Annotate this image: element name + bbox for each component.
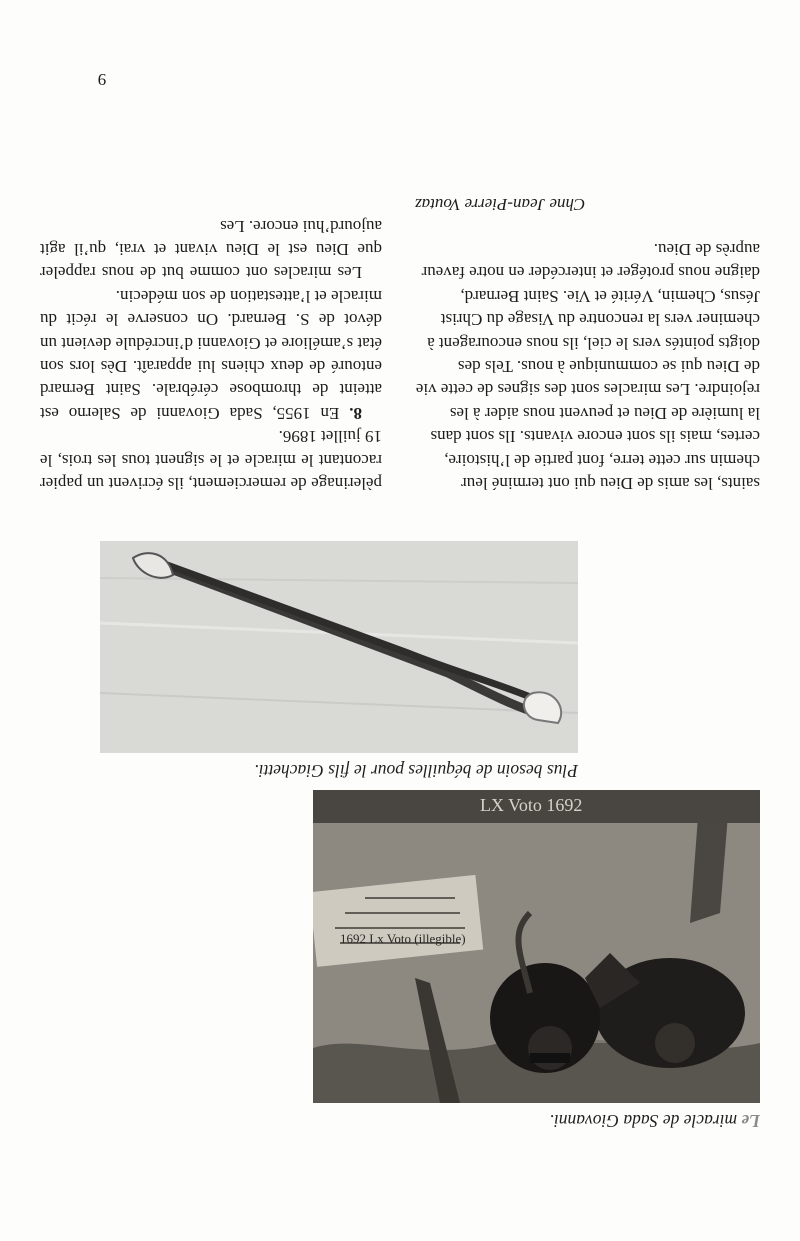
paragraph-saints: saints, les amis de Dieu qui ont terminé leur chemin sur cette terre, font partie de l’histoire, certes, mais ils sont encore vivants. Ils sont dans la lumière de Dieu et peuvent nous aider à les rejoindre. Les miracles sont des signes de cette vie de Dieu qui se communique à nous. Tels des doigts pointés vers le ciel, ils nous encouragent à cheminer vers la rencontre du Visage du Christ Jésus, Chemin, Vérité et Vie. Saint Bernard, daigne nous protéger et intercéder en notre faveur auprès de Dieu. (415, 239, 760, 493)
caption-miracle-text: miracle de Sada Giovanni. (549, 1111, 742, 1131)
caption-miracle (550, 1110, 760, 1131)
photo-miracle-painting (313, 790, 760, 1103)
paragraph-miracle-8 (40, 284, 382, 424)
text-column-left (415, 192, 760, 495)
caption-miracle-initials: Le (741, 1111, 760, 1131)
page-number: 9 (97, 70, 107, 89)
painting-date-label: LX Voto 1692 (480, 795, 583, 815)
author-signature: Chne Jean-Pierre Voutaz (415, 194, 586, 214)
paragraph-miracles-purpose: Les miracles ont comme but de nous rappeler que Dieu est le Dieu vivant et vrai, qu’il agit aujourd’hui encore. Les (40, 216, 382, 283)
painting-inscription-line1: 1692 Lx Voto (illegible) (340, 931, 466, 946)
paragraph-pilgrimage: pèlerinage de remerciement, ils écrivent un papier racontant le miracle et le signent tous les trois, le 19 juillet 1896. (40, 427, 382, 493)
text-column-right (40, 214, 382, 495)
caption-crutches: Plus besoin de béquilles pour le fils Giachetti. (254, 761, 578, 781)
miracle-number: 8. (349, 403, 362, 423)
painting-illustration (313, 790, 760, 1103)
photo-crutches (100, 541, 578, 753)
paragraph-miracle-8-text: En 1955, Sada Giovanni de Salerno est atteint de thrombose cérébrale. Saint Bernard entouré de deux chiens lui apparaît. Dès lors son état s’améliore et Giovanni d’incrédule devient un dévot de S. Bernard. On conserve le récit du miracle et l’attestation de son médecin. (40, 286, 382, 423)
crutches-illustration (100, 541, 578, 753)
